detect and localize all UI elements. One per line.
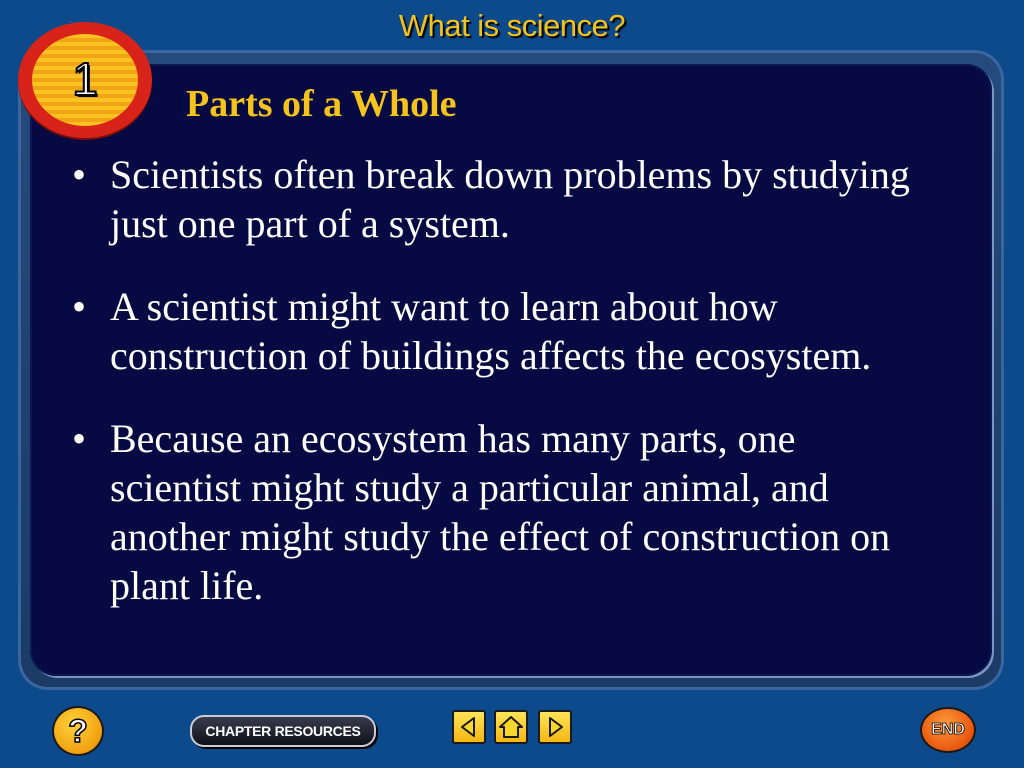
help-button[interactable]: ? <box>52 706 104 756</box>
bullet-marker: • <box>72 416 87 461</box>
home-icon <box>496 712 526 742</box>
slide-heading: Parts of a Whole <box>186 83 457 125</box>
arrow-left-icon <box>454 712 484 742</box>
bullet-item <box>68 282 918 380</box>
bullet-item <box>68 150 918 248</box>
previous-slide-button[interactable] <box>452 710 486 744</box>
presentation-title: What is science? <box>398 8 626 43</box>
bullet-list <box>68 150 918 644</box>
section-number-badge <box>18 22 152 138</box>
next-slide-button[interactable] <box>538 710 572 744</box>
end-button[interactable]: END <box>920 707 976 753</box>
bullet-text: A scientist might want to learn about how construction of buildings affects the ecosystem. <box>110 284 872 378</box>
bullet-text: Scientists often break down problems by studying just one part of a system. <box>110 152 910 246</box>
arrow-right-icon <box>540 712 570 742</box>
section-number: 1 <box>72 53 98 105</box>
home-button[interactable] <box>494 710 528 744</box>
bullet-text: Because an ecosystem has many parts, one scientist might study a particular animal, and another might study the effect of construction on plant life. <box>110 416 891 608</box>
chapter-resources-button[interactable]: CHAPTER RESOURCES <box>190 715 376 747</box>
bullet-marker: • <box>72 152 87 197</box>
bullet-marker: • <box>72 284 87 329</box>
bullet-item <box>68 414 918 610</box>
